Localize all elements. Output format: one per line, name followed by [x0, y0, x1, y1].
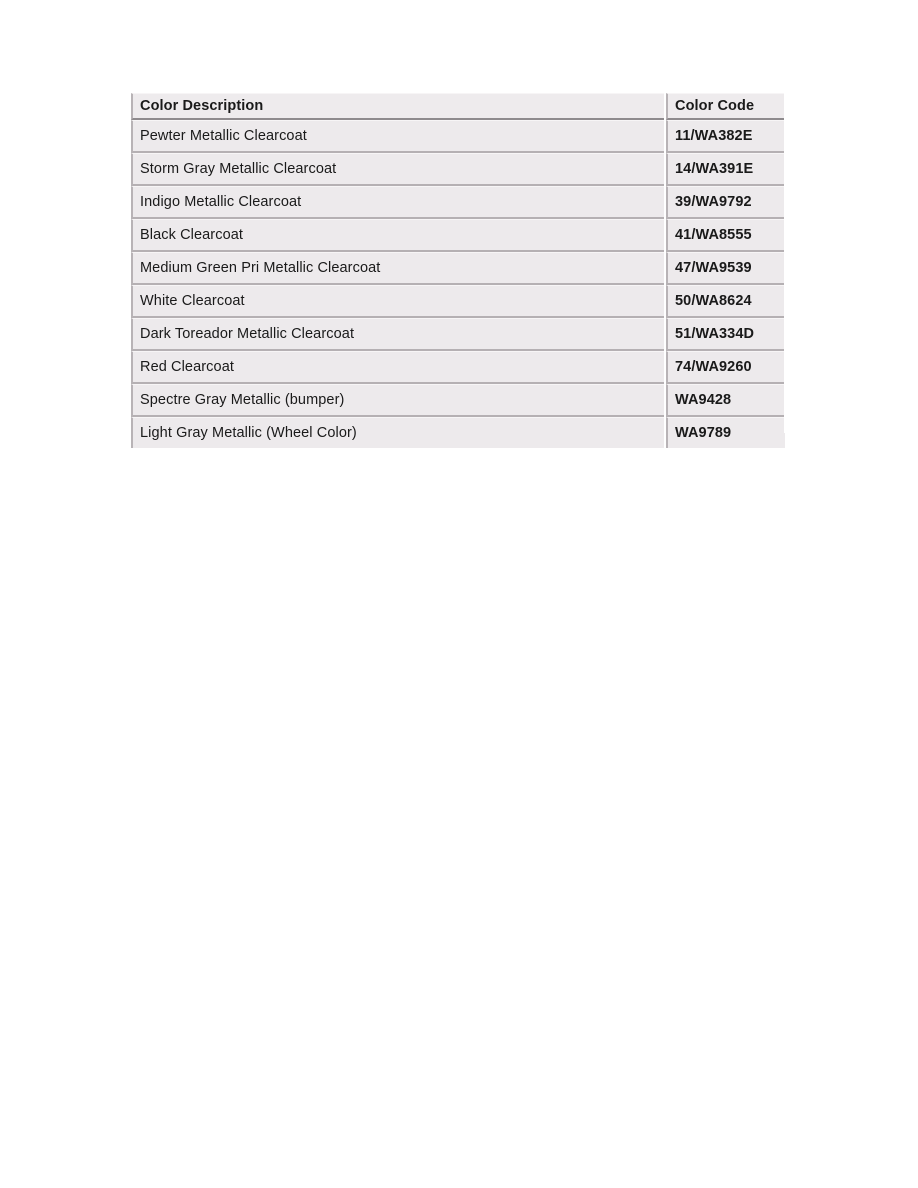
cell-color-code: 47/WA9539 — [666, 252, 785, 285]
table-row — [131, 252, 785, 285]
cell-color-description: Storm Gray Metallic Clearcoat — [131, 153, 666, 186]
cell-color-code: 74/WA9260 — [666, 351, 785, 384]
table-row — [131, 417, 785, 448]
cell-color-code: WA9428 — [666, 384, 785, 417]
cell-color-description: Pewter Metallic Clearcoat — [131, 120, 666, 153]
table-row — [131, 153, 785, 186]
table-header-row — [131, 93, 785, 120]
table-header — [131, 93, 785, 120]
cell-color-code: 11/WA382E — [666, 120, 785, 153]
cell-color-description: Medium Green Pri Metallic Clearcoat — [131, 252, 666, 285]
cell-color-code: 41/WA8555 — [666, 219, 785, 252]
cell-color-description: Dark Toreador Metallic Clearcoat — [131, 318, 666, 351]
cell-color-description: Spectre Gray Metallic (bumper) — [131, 384, 666, 417]
column-header-color-code: Color Code — [666, 93, 785, 120]
table-row — [131, 186, 785, 219]
table-row — [131, 318, 785, 351]
table-row — [131, 351, 785, 384]
table-row — [131, 285, 785, 318]
table-row — [131, 384, 785, 417]
table-row — [131, 219, 785, 252]
cell-color-code: 39/WA9792 — [666, 186, 785, 219]
column-header-color-description: Color Description — [131, 93, 666, 120]
cell-color-description: Indigo Metallic Clearcoat — [131, 186, 666, 219]
table-right-edge — [784, 93, 785, 433]
cell-color-code: 50/WA8624 — [666, 285, 785, 318]
cell-color-description: Black Clearcoat — [131, 219, 666, 252]
cell-color-description: Red Clearcoat — [131, 351, 666, 384]
cell-color-code: 51/WA334D — [666, 318, 785, 351]
table-row — [131, 120, 785, 153]
cell-color-description: White Clearcoat — [131, 285, 666, 318]
cell-color-description: Light Gray Metallic (Wheel Color) — [131, 417, 666, 448]
cell-color-code: WA9789 — [666, 417, 785, 448]
vehicle-color-code-table — [131, 93, 785, 448]
cell-color-code: 14/WA391E — [666, 153, 785, 186]
table-body — [131, 120, 785, 448]
